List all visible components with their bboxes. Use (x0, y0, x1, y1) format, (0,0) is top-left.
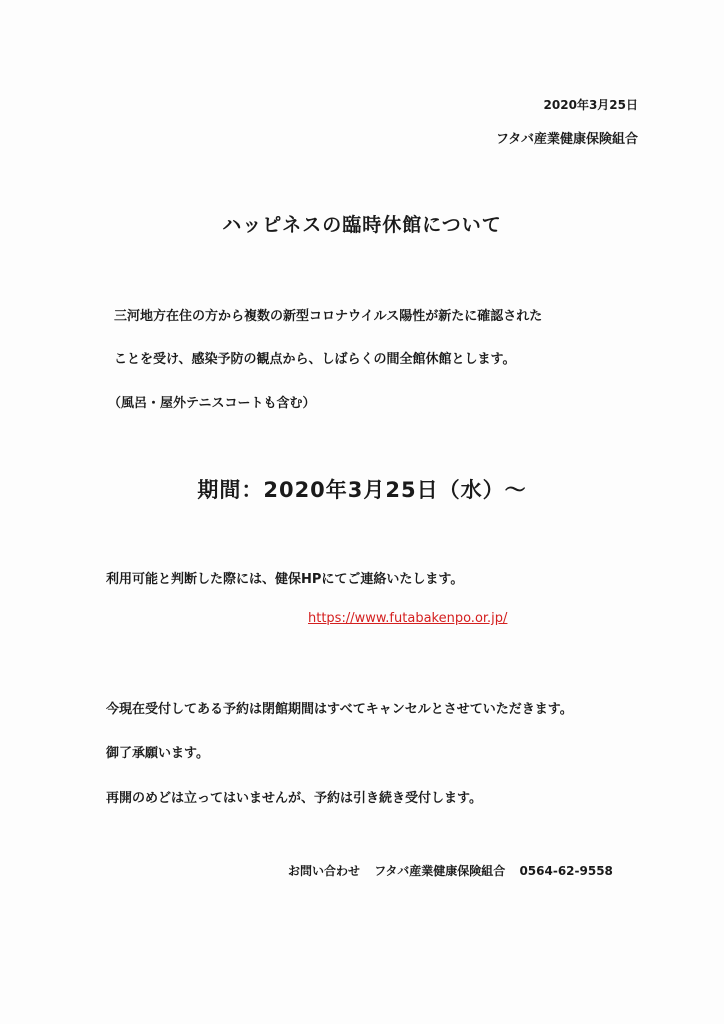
contact-info (288, 862, 613, 879)
contact-phone: 0564-62-9558 (519, 864, 613, 878)
document-title: ハッピネスの臨時休館について (222, 214, 502, 236)
closure-period: 期間：2020年3月25日（水）～ (197, 478, 527, 502)
body-line-2: ことを受け、感染予防の観点から、しばらくの間全館休館とします。 (114, 352, 516, 367)
body-line-1: 三河地方在住の方から複数の新型コロナウイルス陽性が新たに確認された (114, 309, 543, 324)
website-link[interactable]: https://www.futabakenpo.or.jp/ (308, 611, 508, 626)
reservation-line-2: 御了承願います。 (106, 746, 209, 761)
contact-organization: フタバ産業健康保険組合 (374, 864, 506, 878)
reservation-line-1: 今現在受付してある予約は閉館期間はすべてキャンセルとさせていただきます。 (106, 702, 573, 717)
body-line-3: （風呂・屋外テニスコートも含む） (108, 396, 316, 411)
contact-label: お問い合わせ (288, 864, 361, 878)
issuer-organization: フタバ産業健康保険組合 (496, 132, 638, 147)
reservation-line-3: 再開のめどは立ってはいませんが、予約は引き続き受付します。 (106, 791, 482, 806)
notice-line: 利用可能と判断した際には、健保HPにてご連絡いたします。 (106, 572, 464, 587)
document-date: 2020年3月25日 (543, 98, 638, 112)
